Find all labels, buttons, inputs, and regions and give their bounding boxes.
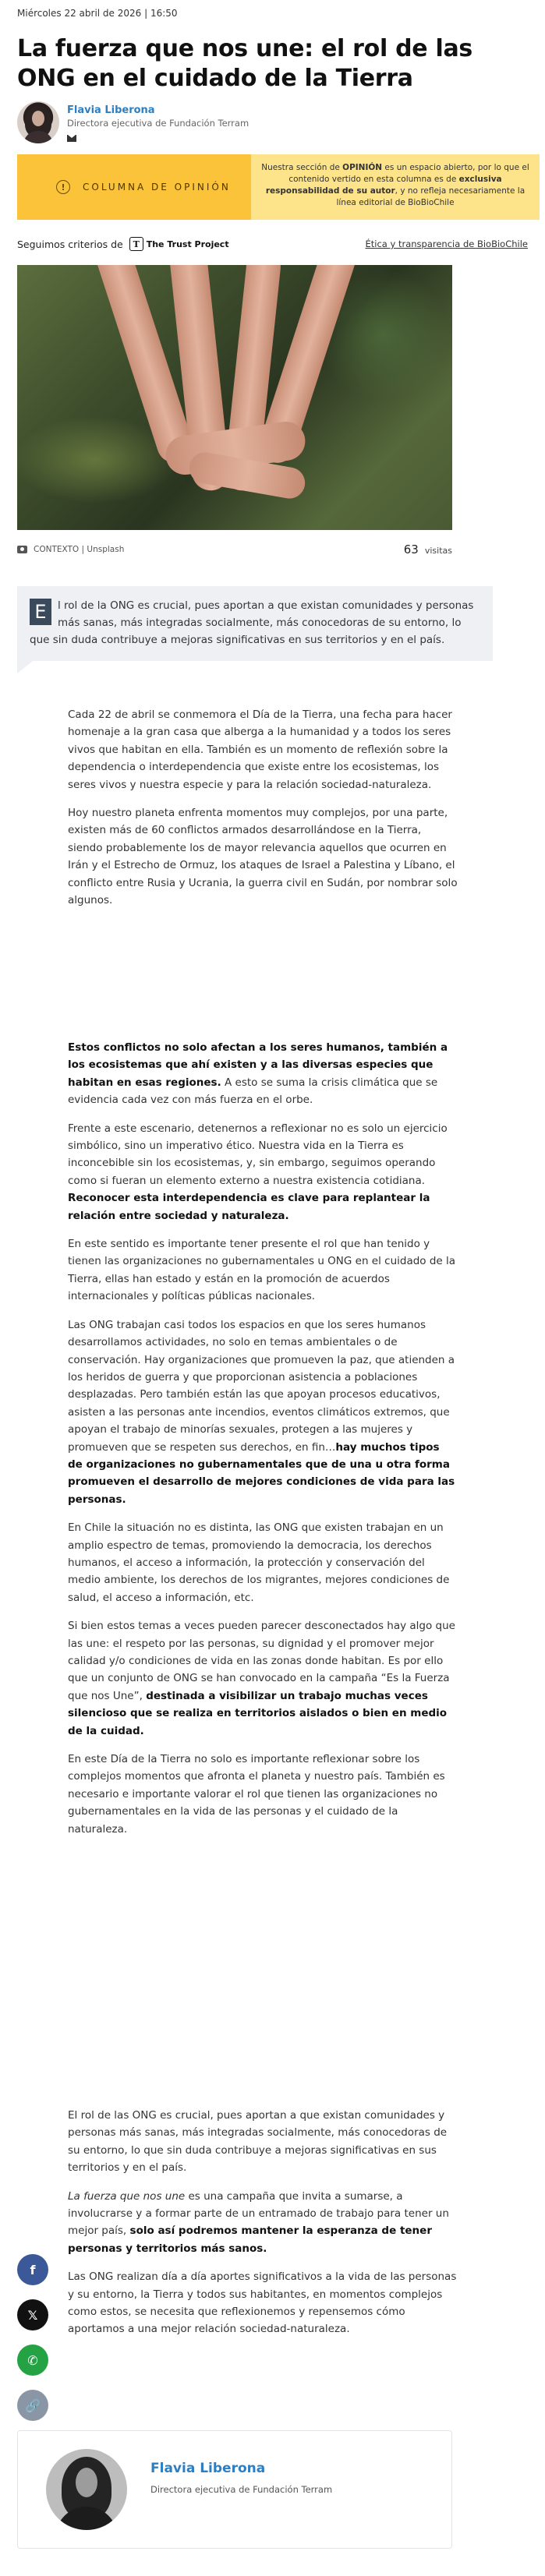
lead-summary <box>17 586 493 661</box>
trust-project-logo[interactable]: T The Trust Project <box>129 237 229 251</box>
paragraph-10: El rol de las ONG es crucial, pues aportan a que existan comunidades y personas más sanas, más integradas socialmente, más conocedoras de su entorno, lo que sin duda contribuye a mejoras significativas en sus territorios y en el país. <box>68 2109 448 2175</box>
article-body-part-3 <box>68 2107 458 2349</box>
paragraph-8: Si bien estos temas a veces pueden parecer desconectados hay algo que las une: el respeto por las personas, su dignidad y el promover mejor calidad y/o condiciones de vida en las zonas donde habitan. Es por ello que un conjunto de ONG se han convocado en la campaña “Es la Fuerza que nos Une”, destinada a visibilizar un trabajo muchas veces silencioso que se realiza en territorios aislados o bien en medio de la cuidad. <box>68 1620 455 1737</box>
opinion-label: COLUMNA DE OPINIÓN <box>83 182 231 193</box>
ethics-transparency-link[interactable]: Ética y transparencia de BioBioChile <box>365 239 528 249</box>
copy-link-icon[interactable]: 🔗 <box>17 2390 48 2421</box>
x-share-icon[interactable]: 𝕏 <box>17 2299 48 2330</box>
article-body-part-1 <box>68 706 458 920</box>
paragraph-1: Cada 22 de abril se conmemora el Día de la Tierra, una fecha para hacer homenaje a la gran casa que alberga a la humanidad y a todos los seres vivos que habitan en ella. También es un momento de reflexión sobre la dependencia o interdependencia que existe entre los ecosistemas, los seres vivos y nuestra especie y para la relación sociedad-naturaleza. <box>68 708 452 791</box>
mail-icon[interactable] <box>67 135 76 142</box>
trust-project-icon: T <box>129 237 143 251</box>
author-role: Directora ejecutiva de Fundación Terram <box>67 118 249 129</box>
info-icon: ! <box>56 180 70 194</box>
photo-meta <box>17 542 452 557</box>
bio-name-link[interactable]: Flavia Liberona <box>150 2461 266 2476</box>
author-name-link[interactable]: Flavia Liberona <box>67 104 155 116</box>
author-avatar[interactable] <box>17 101 59 143</box>
publish-date: Miércoles 22 abril de 2026 | 16:50 <box>17 8 178 19</box>
whatsapp-share-icon[interactable]: ✆ <box>17 2345 48 2376</box>
trust-project-row <box>17 235 528 253</box>
paragraph-12: Las ONG realizan día a día aportes significativos a la vida de las personas y su entorno, la Tierra y todos sus habitantes, en momentos complejos como estos, se necesita que reflexionemos y repensemos cómo aportamos a una mejor relación sociedad-naturaleza. <box>68 2270 457 2336</box>
paragraph-11: La fuerza que nos une es una campaña que invita a sumarse, a involucrarse y a formar parte de un entramado de trabajo para tener un mejor país, solo así podremos mantener la esperanza de tener personas y territorios más sanos. <box>68 2189 449 2255</box>
paragraph-7: En Chile la situación no es distinta, las ONG que existen trabajan en un amplio espectro de temas, promoviendo la democracia, los derechos humanos, el acceso a información, la protección y conservación del medio ambiente, los derechos de los migrantes, mejores condiciones de salud, el acceso a información, etc. <box>68 1521 450 1604</box>
lead-dropcap: E <box>30 599 51 625</box>
paragraph-3: Estos conflictos no solo afectan a los seres humanos, también a los ecosistemas que ahí existen y a las diversas especies que habitan en esas regiones. A esto se suma la crisis climática que se evidencia cada vez con más fuerza en el orbe. <box>68 1041 448 1107</box>
paragraph-9: En este Día de la Tierra no solo es importante reflexionar sobre los complejos momentos que afronta el planeta y nuestro país. También es necesario e importante valorar el rol que tienen las organizaciones no gubernamentales en la vida de las personas y el cuidado de la naturaleza. <box>68 1753 445 1836</box>
trust-text: Seguimos criterios de <box>17 238 123 250</box>
facebook-share-icon[interactable]: f <box>17 2254 48 2285</box>
article-body-part-2 <box>68 1039 458 1849</box>
visits-counter: 63 visitas <box>403 542 452 557</box>
paragraph-5: En este sentido es importante tener presente el rol que han tenido y tienen las organizaciones no gubernamentales u ONG en el cuidado de la Tierra, ellas han estado y están en la promoción de acuerdos internacionales y políticas públicas nacionales. <box>68 1238 456 1303</box>
opinion-notice <box>17 154 540 220</box>
paragraph-6: Las ONG trabajan casi todos los espacios en que los seres humanos desarrollamos actividades, no solo en temas ambientales o de conservación. Hay organizaciones que promueven la paz, que atienden a los heridos de guerra y que proporcionan asistencia a poblaciones desplazadas. Pero también están las que apoyan procesos educativos, asisten a las personas ante incendios, eventos climáticos extremos, que apoyan el trabajo de minorías sexuales, protegen a las mujeres y promueven que se respeten sus derechos, en fin…hay muchos tipos de organizaciones no gubernamentales que de una u otra forma promueven el desarrollo de mejores condiciones de vida para las personas. <box>68 1318 455 1506</box>
author-bio-card <box>17 2430 452 2549</box>
opinion-disclaimer: Nuestra sección de OPINIÓN es un espacio abierto, por lo que el contenido vertido en esta columna es de exclusiva responsabilidad de su autor, y no refleja necesariamente la línea editorial de BioBioChile <box>261 163 529 207</box>
paragraph-4: Frente a este escenario, detenernos a reflexionar no es solo un ejercicio simbólico, sino un imperativo ético. Nuestra vida en la Tierra es inconcebible sin los ecosistemas, y, sin embargo, seguimos operando como si fueran un elemento externo a nuestra existencia cotidiana. Reconocer esta interdependencia es clave para replantear la relación entre sociedad y naturaleza. <box>68 1122 448 1222</box>
article-title: La fuerza que nos une: el rol de las ONG en el cuidado de la Tierra <box>17 35 472 92</box>
author-byline <box>17 101 249 147</box>
camera-icon <box>17 546 27 553</box>
bio-role: Directora ejecutiva de Fundación Terram <box>150 2484 333 2495</box>
paragraph-2: Hoy nuestro planeta enfrenta momentos muy complejos, por una parte, existen más de 60 conflictos armados desarrollándose en la Tierra, siendo probablemente los de mayor relevancia aquellos que ocurren en Irán y el Estrecho de Ormuz, los ataques de Israel a Palestina y Líbano, el conflicto entre Rusia y Ucrania, la guerra civil en Sudán, por nombrar solo algunos. <box>68 807 458 907</box>
bio-avatar[interactable] <box>46 2449 127 2530</box>
photo-credit: CONTEXTO | Unsplash <box>34 545 125 554</box>
lead-text: l rol de la ONG es crucial, pues aportan a que existan comunidades y personas más sanas, más integradas socialmente, más conocedoras de su entorno, lo que sin duda contribuye a mejoras significativas en sus territorios y en el país. <box>30 599 474 646</box>
hero-image <box>17 265 452 530</box>
